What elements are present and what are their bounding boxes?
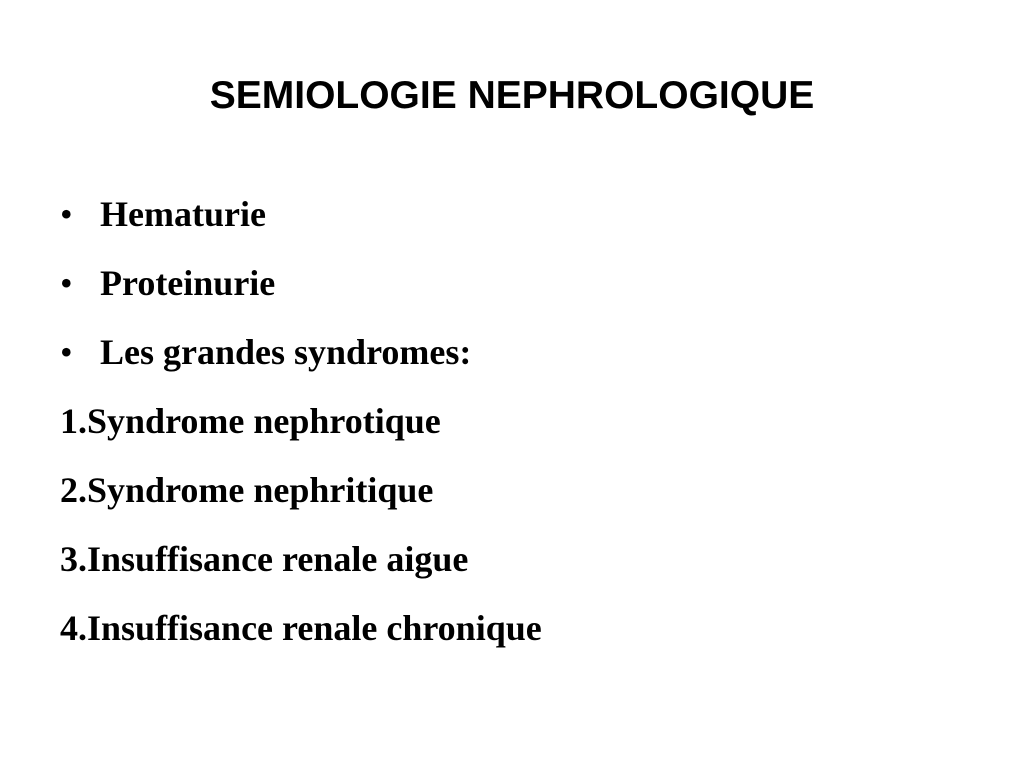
numbered-item (60, 531, 980, 600)
numbered-item (60, 393, 980, 462)
item-number: 4. (60, 608, 87, 648)
numbered-item (60, 600, 980, 669)
bullet-text: Les grandes syndromes: (100, 332, 472, 372)
bullet-icon: • (60, 194, 73, 234)
item-text: Insuffisance renale aigue (87, 539, 469, 579)
numbered-item (60, 462, 980, 531)
bullet-text: Proteinurie (100, 263, 276, 303)
slide-title: SEMIOLOGIE NEPHROLOGIQUE (209, 74, 815, 117)
item-number: 2. (60, 470, 87, 510)
item-number: 3. (60, 539, 87, 579)
bullet-text: Hematurie (100, 194, 266, 234)
item-text: Insuffisance renale chronique (87, 608, 542, 648)
bullet-item (60, 186, 980, 255)
bullet-item (60, 324, 980, 393)
bullet-icon: • (60, 332, 73, 372)
item-text: Syndrome nephritique (87, 470, 434, 510)
item-number: 1. (60, 401, 87, 441)
slide-content (60, 186, 980, 669)
item-text: Syndrome nephrotique (87, 401, 441, 441)
bullet-icon: • (60, 263, 73, 303)
bullet-item (60, 255, 980, 324)
